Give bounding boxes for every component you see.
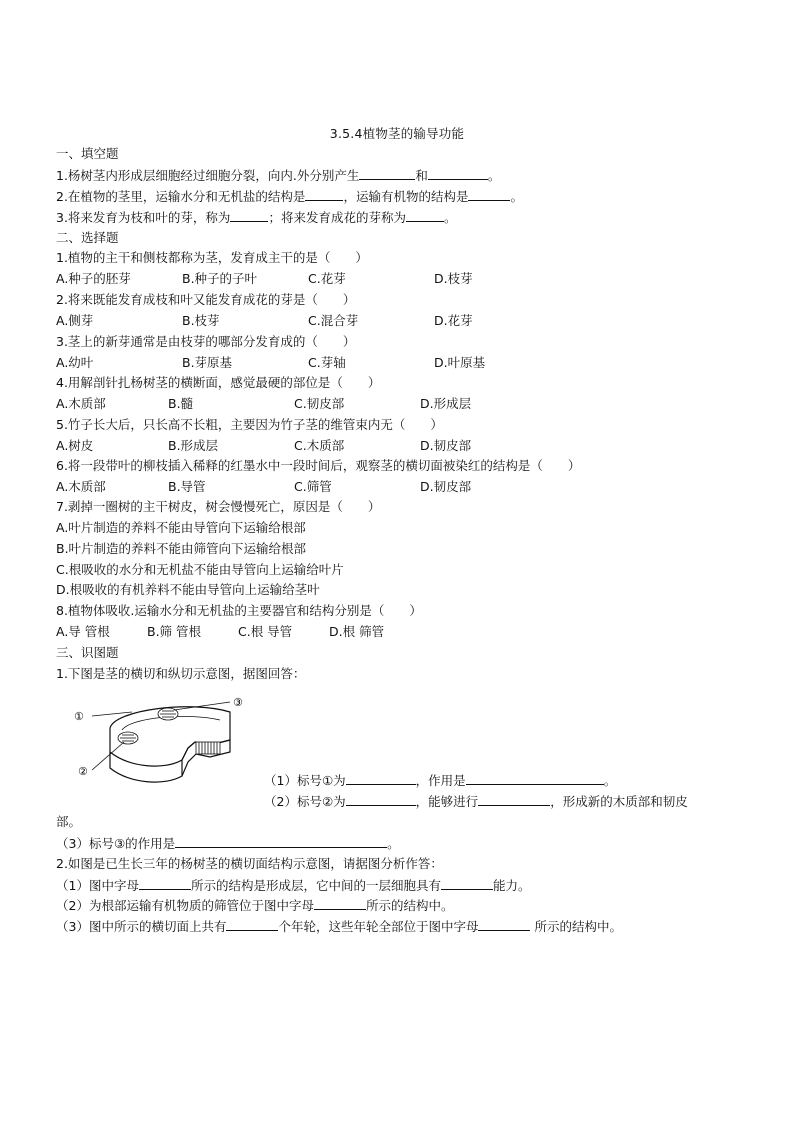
option-c[interactable]: C.韧皮部: [294, 396, 345, 411]
option-c[interactable]: C.木质部: [294, 438, 345, 453]
figure-q1-sub2-cont: 部。: [56, 814, 82, 829]
diagram-label-3: ③: [233, 696, 243, 709]
fill-question-3: [56, 209, 456, 226]
option-b[interactable]: B.种子的子叶: [182, 271, 258, 286]
q-text: ，作用是: [415, 773, 466, 788]
option-a[interactable]: A.幼叶: [56, 355, 94, 370]
q-text: 。: [487, 168, 501, 183]
option-a[interactable]: A.木质部: [56, 396, 106, 411]
option-d[interactable]: D.枝芽: [434, 271, 473, 286]
option-c[interactable]: C.混合芽: [308, 313, 359, 328]
fill-question-2: [56, 188, 523, 205]
q-text: 所示的结构是形成层，它中间的一层细胞具有: [190, 878, 441, 893]
q-text: 3.将来发育为枝和叶的芽，称为: [56, 210, 231, 225]
answer-blank[interactable]: [466, 772, 604, 785]
option-c[interactable]: C.筛管: [294, 479, 332, 494]
choice-question-2: 2.将来既能发育成枝和叶又能发育成花的芽是（ ）: [56, 292, 356, 307]
option-b[interactable]: B.形成层: [168, 438, 219, 453]
option-b[interactable]: B.髓: [168, 396, 194, 411]
figure-q2-sub3: [56, 918, 622, 935]
q-text: 1.杨树茎内形成层细胞经过细胞分裂，向内.外分别产生: [56, 168, 360, 183]
option-d[interactable]: D.形成层: [420, 396, 472, 411]
q-text: 所示的结构中。: [365, 898, 454, 913]
q-text: ；将来发育成花的芽称为: [268, 210, 406, 225]
choice-question-5: 5.竹子长大后，只长高不长粗，主要因为竹子茎的维管束内无（ ）: [56, 417, 443, 432]
q-text: 能力。: [492, 878, 531, 893]
option-b[interactable]: B.枝芽: [182, 313, 220, 328]
q-text: （3）标号③的作用是: [56, 836, 176, 851]
q-text: 。: [603, 773, 617, 788]
figure-q2-sub2: [56, 897, 453, 914]
option-c[interactable]: C.根 导管: [238, 624, 293, 639]
q-text: 。: [510, 189, 523, 204]
option-c[interactable]: C.芽轴: [308, 355, 346, 370]
q-text: 个年轮，这些年轮全部位于图中字母: [278, 919, 479, 934]
section-heading-fill: 一、填空题: [56, 146, 119, 161]
option-d[interactable]: D.叶原基: [434, 355, 486, 370]
option-d[interactable]: D.根吸收的有机养料不能由导管向上运输给茎叶: [56, 582, 320, 597]
q-text: 2.在植物的茎里，运输水分和无机盐的结构是: [56, 189, 306, 204]
answer-blank[interactable]: [226, 918, 278, 931]
choice-question-6: 6.将一段带叶的柳枝插入稀释的红墨水中一段时间后，观察茎的横切面被染红的结构是（ ）: [56, 458, 581, 473]
stem-side: [110, 752, 182, 782]
stem-cross-section-diagram: [70, 690, 260, 790]
q-text: （1）图中字母: [56, 878, 139, 893]
answer-blank[interactable]: [314, 897, 366, 910]
diagram-label-1: ①: [74, 710, 84, 723]
choice-question-7: 7.剥掉一圈树的主干树皮，树会慢慢死亡，原因是（ ）: [56, 499, 381, 514]
option-a[interactable]: A.木质部: [56, 479, 106, 494]
option-c[interactable]: C.花芽: [308, 271, 346, 286]
q-text: 所示的结构中。: [530, 919, 622, 934]
option-a[interactable]: A.种子的胚芽: [56, 271, 131, 286]
figure-question-2: 2.如图是已生长三年的杨树茎的横切面结构示意图，请据图分析作答：: [56, 856, 443, 871]
q-text: （3）图中所示的横切面上共有: [56, 919, 227, 934]
page-title: 3.5.4植物茎的输导功能: [329, 126, 465, 141]
choice-question-8: 8.植物体吸收.运输水分和无机盐的主要器官和结构分别是（ ）: [56, 603, 422, 618]
q-text: （2）标号②为: [264, 794, 346, 809]
option-d[interactable]: D.根 筛管: [329, 624, 385, 639]
answer-blank[interactable]: [139, 877, 191, 890]
q-text: 。: [387, 836, 400, 851]
option-d[interactable]: D.韧皮部: [420, 438, 472, 453]
option-b[interactable]: B.筛 管根: [147, 624, 202, 639]
diagram-label-2: ②: [78, 765, 88, 778]
q-text: （1）标号①为: [264, 773, 346, 788]
section-heading-figure: 三、识图题: [56, 645, 119, 660]
answer-blank[interactable]: [428, 167, 488, 180]
figure-q1-sub3: [56, 835, 400, 852]
answer-blank[interactable]: [346, 772, 416, 785]
q-text: ，运输有机物的结构是: [343, 189, 469, 204]
option-b[interactable]: B.芽原基: [182, 355, 233, 370]
figure-q2-sub1: [56, 877, 531, 894]
answer-blank[interactable]: [305, 188, 343, 201]
option-c[interactable]: C.根吸收的水分和无机盐不能由导管向上运输给叶片: [56, 562, 344, 577]
q-text: 。: [443, 210, 457, 225]
choice-question-4: 4.用解剖针扎杨树茎的横断面，感觉最硬的部位是（ ）: [56, 375, 381, 390]
option-a[interactable]: A.树皮: [56, 438, 94, 453]
answer-blank[interactable]: [175, 835, 387, 848]
answer-blank[interactable]: [441, 877, 493, 890]
option-d[interactable]: D.花芽: [434, 313, 473, 328]
option-a[interactable]: A.叶片制造的养料不能由导管向下运输给根部: [56, 520, 306, 535]
figure-q1-sub2: [264, 793, 688, 810]
figure-q1-sub1: [264, 772, 616, 789]
answer-blank[interactable]: [359, 167, 415, 180]
choice-question-3: 3.茎上的新芽通常是由枝芽的哪部分发育成的（ ）: [56, 334, 356, 349]
option-a[interactable]: A.导 管根: [56, 624, 110, 639]
fill-question-1: [56, 167, 500, 184]
answer-blank[interactable]: [468, 188, 510, 201]
option-b[interactable]: B.导管: [168, 479, 206, 494]
option-b[interactable]: B.叶片制造的养料不能由筛管向下运输给根部: [56, 541, 307, 556]
answer-blank[interactable]: [406, 209, 444, 222]
answer-blank[interactable]: [478, 918, 530, 931]
answer-blank[interactable]: [478, 793, 550, 806]
q-text: （2）为根部运输有机物质的筛管位于图中字母: [56, 898, 314, 913]
q-text: ，能够进行: [415, 794, 479, 809]
answer-blank[interactable]: [346, 793, 416, 806]
option-a[interactable]: A.侧芽: [56, 313, 94, 328]
figure-question-1: 1.下图是茎的横切和纵切示意图，据图回答：: [56, 666, 306, 681]
q-text: ，形成新的木质部和韧皮: [550, 794, 688, 809]
option-d[interactable]: D.韧皮部: [420, 479, 472, 494]
choice-question-1: 1.植物的主干和侧枝都称为茎，发育成主干的是（ ）: [56, 250, 368, 265]
q-text: 和: [415, 168, 428, 183]
answer-blank[interactable]: [230, 209, 268, 222]
section-heading-choice: 二、选择题: [56, 230, 119, 245]
